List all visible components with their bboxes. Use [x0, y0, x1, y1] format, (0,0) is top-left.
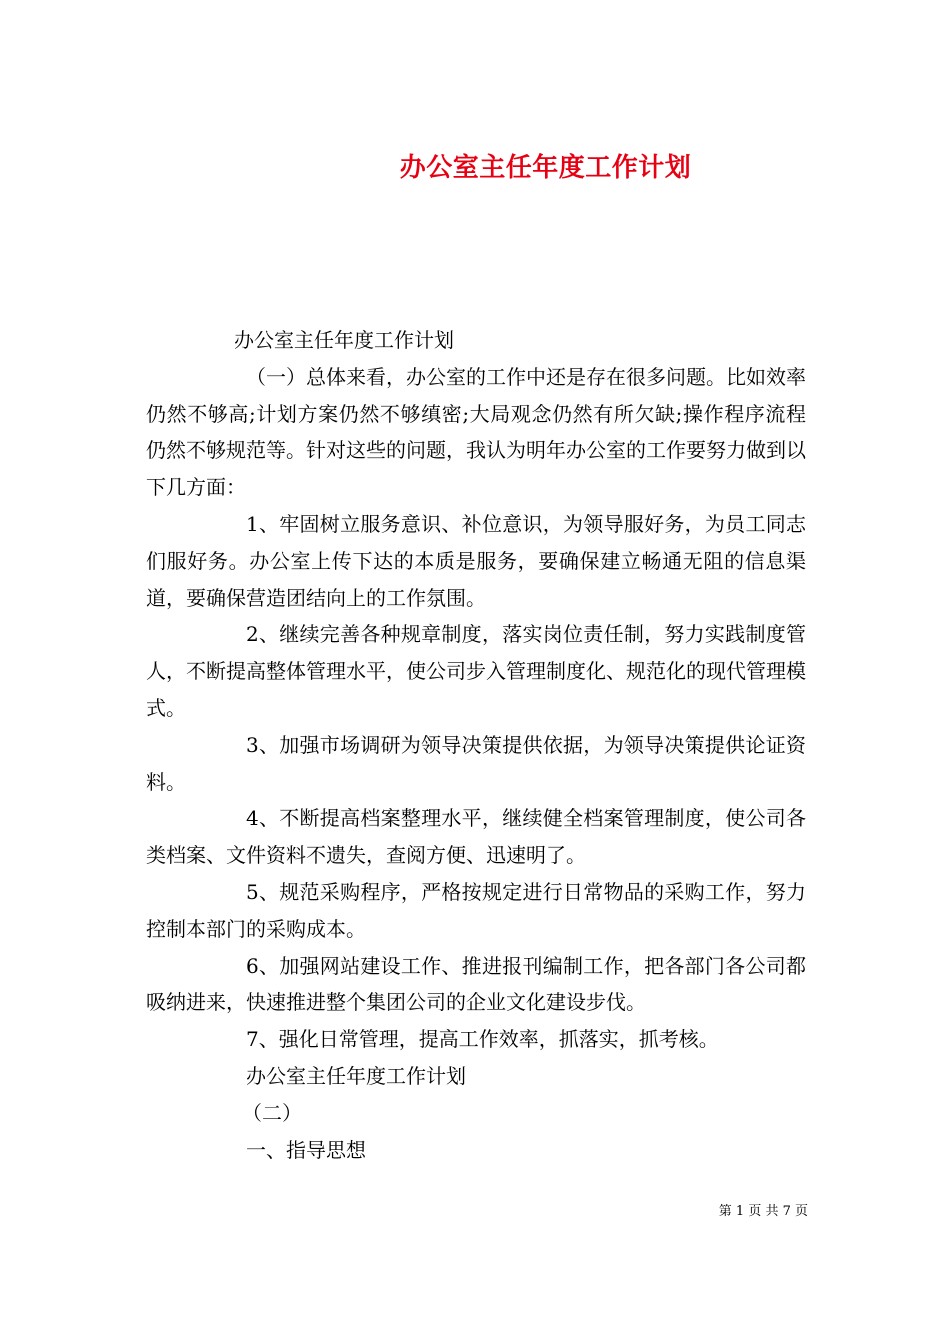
list-item: 2、继续完善各种规章制度，落实岗位责任制，努力实践制度管人，不断提高整体管理水平，使公司步入管理制度化、规范化的现代管理模式。	[146, 622, 806, 720]
page-number-footer: 第 1 页 共 7 页	[718, 1204, 808, 1219]
intro-paragraph: （一）总体来看，办公室的工作中还是存在很多问题。比如效率仍然不够高;计划方案仍然不够缜密;大局观念仍然有所欠缺;操作程序流程仍然不够规范等。针对这些的问题，我认为明年办公室的工作要努力做到以下几方面：	[146, 364, 806, 500]
document-body	[146, 322, 806, 1168]
list-item: 4、不断提高档案整理水平，继续健全档案管理制度，使公司各类档案、文件资料不遗失，查阅方便、迅速明了。	[146, 806, 806, 868]
list-item: 6、加强网站建设工作、推进报刊编制工作，把各部门各公司都吸纳进来，快速推进整个集团公司的企业文化建设步伐。	[146, 953, 806, 1015]
section-heading: 办公室主任年度工作计划	[234, 328, 454, 352]
document-title: 办公室主任年度工作计划	[399, 153, 692, 184]
section-number: （二）	[242, 1100, 302, 1125]
list-item: 5、规范采购程序，严格按规定进行日常物品的采购工作，努力控制本部门的采购成本。	[146, 879, 806, 941]
section-heading: 办公室主任年度工作计划	[246, 1063, 466, 1088]
subsection-heading: 一、指导思想	[246, 1137, 366, 1162]
list-item: 3、加强市场调研为领导决策提供依据，为领导决策提供论证资料。	[146, 732, 806, 794]
list-item: 7、强化日常管理，提高工作效率，抓落实，抓考核。	[246, 1027, 719, 1052]
list-item: 1、牢固树立服务意识、补位意识，为领导服好务，为员工同志们服好务。办公室上传下达的本质是服务，要确保建立畅通无阻的信息渠道，要确保营造团结向上的工作氛围。	[146, 511, 806, 610]
